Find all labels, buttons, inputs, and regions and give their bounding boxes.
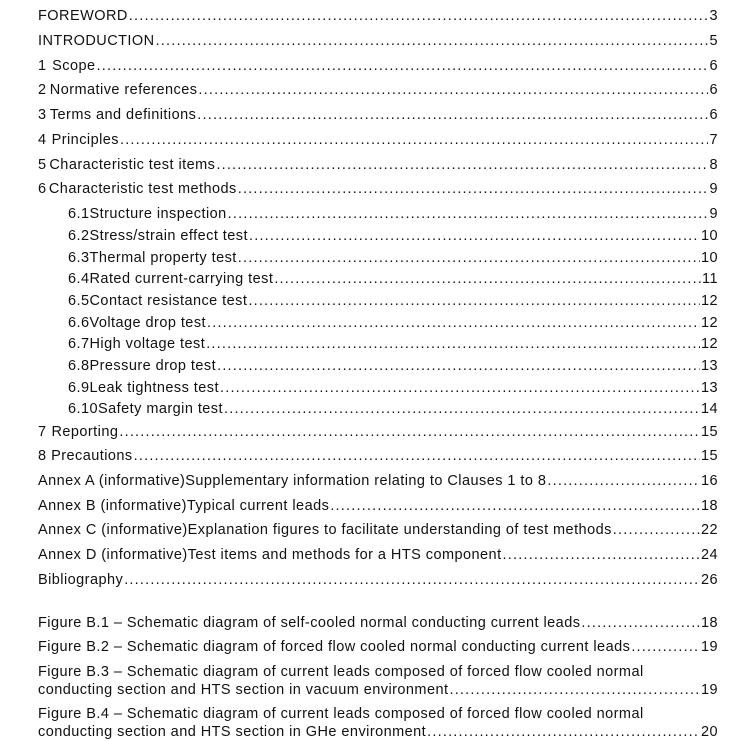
clause-number: 5 bbox=[38, 157, 47, 173]
toc-entry-subclause-6-4[interactable] bbox=[68, 270, 718, 288]
toc-entry-clause-1[interactable] bbox=[38, 57, 718, 75]
toc-title: Principles bbox=[51, 132, 119, 148]
toc-page-number: 5 bbox=[709, 33, 718, 49]
toc-title: Figure B.4 – Schematic diagram of current leads composed of forced flow cooled normal bbox=[38, 706, 644, 722]
toc-entry-clause-3[interactable] bbox=[38, 106, 718, 124]
clause-number: 6.6 bbox=[68, 315, 90, 331]
annex-label: Annex B (informative) bbox=[38, 498, 187, 514]
dot-leader bbox=[503, 546, 700, 564]
toc-entry-introduction[interactable] bbox=[38, 32, 718, 50]
toc-entry-subclause-6-7[interactable] bbox=[68, 335, 718, 353]
toc-entry-annex-d[interactable] bbox=[38, 546, 718, 564]
toc-page-number: 3 bbox=[709, 8, 718, 24]
toc-title: Scope bbox=[52, 58, 96, 74]
toc-page-number: 12 bbox=[700, 315, 718, 331]
toc-entry-subclause-6-6[interactable] bbox=[68, 314, 718, 332]
toc-title: Characteristic test methods bbox=[48, 181, 237, 197]
annex-label: Annex D (informative) bbox=[38, 547, 188, 563]
toc-title: High voltage test bbox=[89, 336, 206, 352]
clause-number: 6.3 bbox=[68, 250, 90, 266]
toc-page-number: 16 bbox=[700, 473, 718, 489]
toc-title: Pressure drop test bbox=[89, 358, 217, 374]
toc-title: Thermal property test bbox=[89, 250, 237, 266]
toc-page-number: 12 bbox=[700, 336, 718, 352]
toc-entry-figure-b4[interactable] bbox=[38, 705, 718, 741]
dot-leader bbox=[427, 723, 700, 741]
dot-leader bbox=[217, 357, 700, 375]
clause-number: 1 bbox=[38, 58, 47, 74]
dot-leader bbox=[156, 32, 709, 50]
toc-title: Figure B.3 – Schematic diagram of current leads composed of forced flow cooled normal bbox=[38, 664, 644, 680]
dot-leader bbox=[224, 400, 700, 418]
dot-leader bbox=[129, 7, 709, 25]
dot-leader bbox=[449, 681, 700, 699]
toc-page-number: 6 bbox=[709, 58, 718, 74]
toc-entry-subclause-6-3[interactable] bbox=[68, 249, 718, 267]
toc-page-number: 13 bbox=[700, 358, 718, 374]
clause-number: 6.2 bbox=[68, 228, 90, 244]
dot-leader bbox=[581, 614, 700, 632]
toc-page-number: 14 bbox=[700, 401, 718, 417]
clause-number: 6.4 bbox=[68, 271, 90, 287]
dot-leader bbox=[248, 292, 700, 310]
dot-leader bbox=[120, 131, 709, 149]
dot-leader bbox=[547, 472, 700, 490]
toc-title-continued: conducting section and HTS section in GHe environment bbox=[38, 724, 427, 740]
toc-page-number: 19 bbox=[700, 639, 718, 655]
toc-entry-clause-6[interactable] bbox=[38, 180, 718, 198]
dot-leader bbox=[216, 156, 708, 174]
toc-title: Reporting bbox=[51, 424, 119, 440]
toc-entry-figure-b3[interactable] bbox=[38, 663, 718, 699]
toc-page-number: 22 bbox=[700, 522, 718, 538]
dot-leader bbox=[238, 249, 700, 267]
toc-title: Typical current leads bbox=[186, 498, 330, 514]
toc-page-number: 18 bbox=[700, 498, 718, 514]
toc-entry-clause-5[interactable] bbox=[38, 156, 718, 174]
toc-page-number: 9 bbox=[709, 206, 718, 222]
dot-leader bbox=[206, 335, 700, 353]
dot-leader bbox=[330, 497, 700, 515]
toc-page-number: 6 bbox=[709, 107, 718, 123]
toc-page-number: 8 bbox=[709, 157, 718, 173]
clause-number: 6.10 bbox=[68, 401, 99, 417]
dot-leader bbox=[119, 423, 700, 441]
clause-number: 6.9 bbox=[68, 380, 90, 396]
toc-title: Voltage drop test bbox=[89, 315, 206, 331]
dot-leader bbox=[198, 81, 708, 99]
toc-title: Normative references bbox=[49, 82, 198, 98]
clause-number: 6 bbox=[38, 181, 47, 197]
dot-leader bbox=[228, 205, 709, 223]
toc-entry-clause-8[interactable] bbox=[38, 447, 718, 465]
toc-entry-annex-c[interactable] bbox=[38, 521, 718, 539]
toc-title: Rated current-carrying test bbox=[89, 271, 274, 287]
toc-title: Precautions bbox=[51, 448, 133, 464]
dot-leader bbox=[134, 447, 700, 465]
toc-page-number: 15 bbox=[700, 448, 718, 464]
toc-title: Structure inspection bbox=[89, 206, 227, 222]
dot-leader bbox=[613, 521, 700, 539]
toc-entry-annex-b[interactable] bbox=[38, 497, 718, 515]
toc-entry-clause-7[interactable] bbox=[38, 423, 718, 441]
toc-entry-subclause-6-2[interactable] bbox=[68, 227, 718, 245]
toc-title: Figure B.1 – Schematic diagram of self-cooled normal conducting current leads bbox=[38, 615, 581, 631]
toc-title: FOREWORD bbox=[38, 8, 128, 24]
toc-entry-subclause-6-9[interactable] bbox=[68, 379, 718, 397]
toc-title: Terms and definitions bbox=[49, 107, 197, 123]
toc-page-number: 20 bbox=[700, 724, 718, 740]
toc-page-number: 7 bbox=[709, 132, 718, 148]
annex-label: Annex C (informative) bbox=[38, 522, 188, 538]
toc-entry-clause-2[interactable] bbox=[38, 81, 718, 99]
dot-leader bbox=[97, 57, 709, 75]
toc-entry-foreword[interactable] bbox=[38, 7, 718, 25]
clause-number: 4 bbox=[38, 132, 47, 148]
clause-number: 6.1 bbox=[68, 206, 90, 222]
toc-entry-subclause-6-10[interactable] bbox=[68, 400, 718, 418]
toc-title: Test items and methods for a HTS component bbox=[187, 547, 502, 563]
toc-title: Explanation figures to facilitate understanding of test methods bbox=[187, 522, 612, 538]
toc-page-number: 18 bbox=[700, 615, 718, 631]
toc-entry-subclause-6-1[interactable] bbox=[68, 205, 718, 223]
clause-number: 3 bbox=[38, 107, 47, 123]
dot-leader bbox=[631, 638, 700, 656]
clause-number: 7 bbox=[38, 424, 47, 440]
toc-page-number: 9 bbox=[709, 181, 718, 197]
toc-page-number: 24 bbox=[700, 547, 718, 563]
clause-number: 8 bbox=[38, 448, 47, 464]
dot-leader bbox=[124, 571, 700, 589]
toc-page-number: 12 bbox=[700, 293, 718, 309]
toc-title: Characteristic test items bbox=[49, 157, 216, 173]
dot-leader bbox=[249, 227, 700, 245]
toc-entry-figure-b2[interactable] bbox=[38, 638, 718, 656]
toc-title: Stress/strain effect test bbox=[89, 228, 248, 244]
toc-entry-subclause-6-8[interactable] bbox=[68, 357, 718, 375]
toc-entry-annex-a[interactable] bbox=[38, 472, 718, 490]
dot-leader bbox=[207, 314, 700, 332]
toc-title: Contact resistance test bbox=[89, 293, 248, 309]
toc-title-continued: conducting section and HTS section in vacuum environment bbox=[38, 682, 449, 698]
toc-title: INTRODUCTION bbox=[38, 33, 155, 49]
dot-leader bbox=[197, 106, 708, 124]
clause-number: 6.5 bbox=[68, 293, 90, 309]
toc-entry-figure-b1[interactable] bbox=[38, 614, 718, 632]
toc-page-number: 10 bbox=[700, 250, 718, 266]
annex-label: Annex A (informative) bbox=[38, 473, 186, 489]
toc-title: Safety margin test bbox=[98, 401, 223, 417]
toc-title: Figure B.2 – Schematic diagram of forced flow cooled normal conducting current leads bbox=[38, 639, 631, 655]
clause-number: 6.7 bbox=[68, 336, 90, 352]
toc-page-number: 13 bbox=[700, 380, 718, 396]
toc-entry-clause-4[interactable] bbox=[38, 131, 718, 149]
toc-entry-subclause-6-5[interactable] bbox=[68, 292, 718, 310]
clause-number: 2 bbox=[38, 82, 47, 98]
toc-page-number: 15 bbox=[700, 424, 718, 440]
toc-entry-bibliography[interactable] bbox=[38, 571, 718, 589]
dot-leader bbox=[274, 270, 701, 288]
toc-page-number: 10 bbox=[700, 228, 718, 244]
dot-leader bbox=[238, 180, 709, 198]
toc-page-number: 11 bbox=[702, 271, 718, 287]
toc-title: Supplementary information relating to Clauses 1 to 8 bbox=[185, 473, 547, 489]
toc-title: Bibliography bbox=[38, 572, 124, 588]
toc-page-number: 19 bbox=[700, 682, 718, 698]
toc-title: Leak tightness test bbox=[89, 380, 219, 396]
dot-leader bbox=[220, 379, 700, 397]
toc-page-number: 26 bbox=[700, 572, 718, 588]
toc-page-number: 6 bbox=[709, 82, 718, 98]
clause-number: 6.8 bbox=[68, 358, 90, 374]
